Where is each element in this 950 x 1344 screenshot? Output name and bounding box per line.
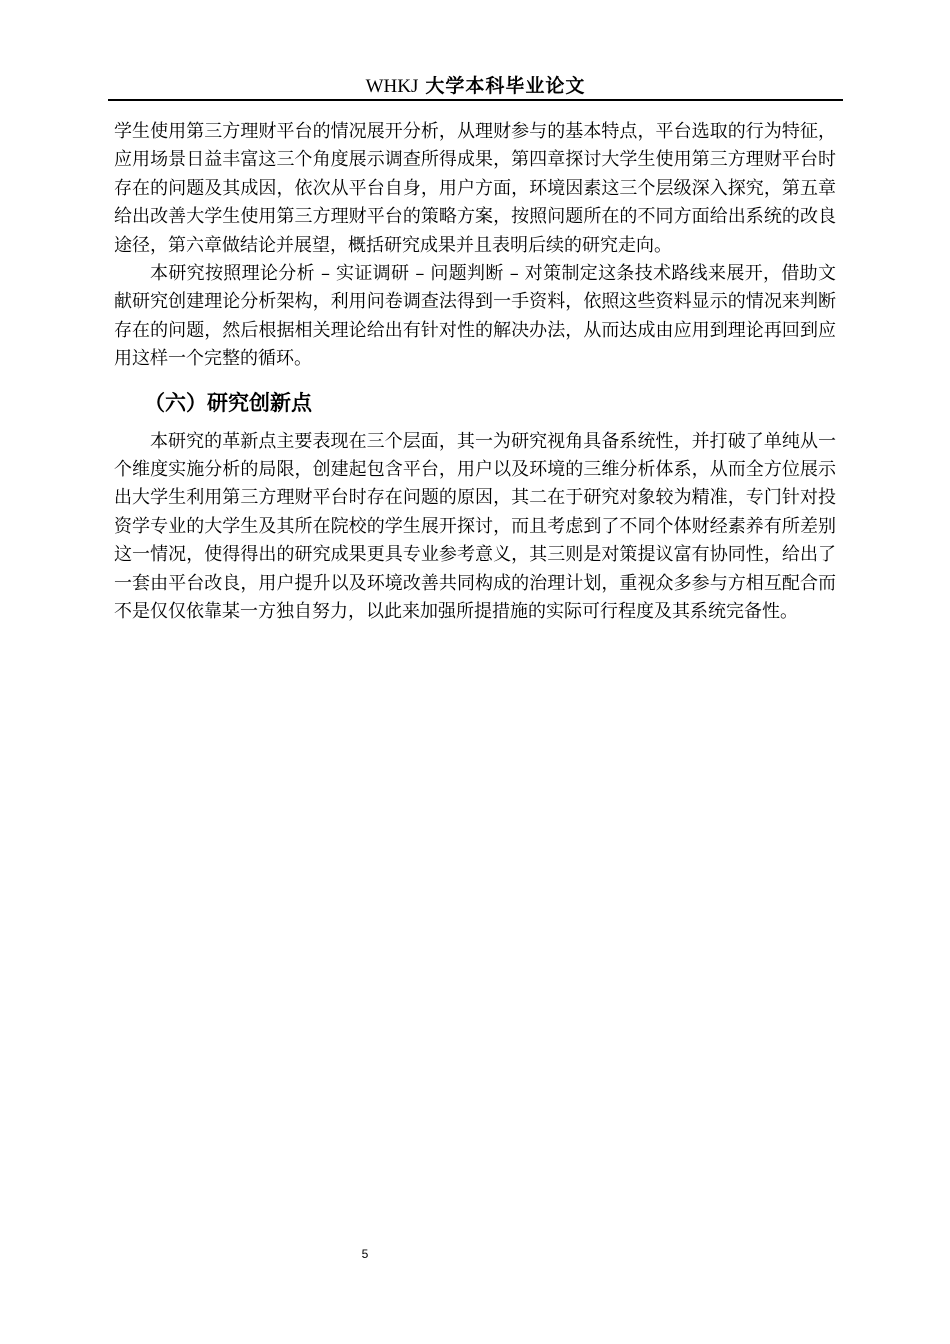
paragraph-continued: 学生使用第三方理财平台的情况展开分析，从理财参与的基本特点，平台选取的行为特征，应用场景日益丰富这三个角度展示调查所得成果，第四章探讨大学生使用第三方理财平台时存在的问题及其成因，依次从平台自身，用户方面，环境因素这三个层级深入探究，第五章给出改善大学生使用第三方理财平台的策略方案，按照问题所在的不同方面给出系统的改良途径，第六章做结论并展望，概括研究成果并且表明后续的研究走向。	[114, 121, 836, 256]
header-rule	[108, 99, 843, 101]
section-heading-innovation: （六）研究创新点	[144, 390, 312, 415]
page-number: 5	[361, 1247, 369, 1261]
header-latin-text: WHKJ	[365, 76, 419, 97]
paragraph-innovation: 本研究的革新点主要表现在三个层面，其一为研究视角具备系统性，并打破了单纯从一个维度实施分析的局限，创建起包含平台，用户以及环境的三维分析体系，从而全方位展示出大学生利用第三方理财平台时存在问题的原因，其二在于研究对象较为精准，专门针对投资学专业的大学生及其所在院校的学生展开探讨，而且考虑到了不同个体财经素养有所差别这一情况，使得得出的研究成果更具专业参考意义，其三则是对策提议富有协同性，给出了一套由平台改良，用户提升以及环境改善共同构成的治理计划，重视众多参与方相互配合而不是仅仅依靠某一方独自努力，以此来加强所提措施的实际可行程度及其系统完备性。	[114, 430, 836, 623]
body-text	[114, 114, 836, 627]
running-header	[108, 74, 843, 98]
header-title-text: 大学本科毕业论文	[425, 75, 586, 97]
paragraph-research-route: 本研究按照理论分析 – 实证调研 – 问题判断 – 对策制定这条技术路线来展开，借助文献研究创建理论分析架构，利用问卷调查法得到一手资料，依照这些资料显示的情况来判断存在的问题，然后根据相关理论给出有针对性的解决办法，从而达成由应用到理论再回到应用这样一个完整的循环。	[114, 263, 836, 370]
